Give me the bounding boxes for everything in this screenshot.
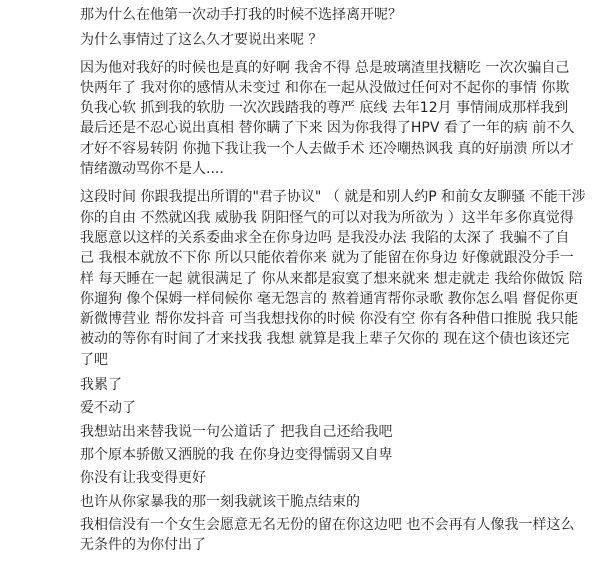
text-line: 爱不动了 bbox=[80, 400, 136, 417]
short-line-4 bbox=[80, 445, 595, 465]
text-line: 了吧 bbox=[80, 351, 108, 368]
text-line: 你遛狗 像个保姆一样伺候你 毫无怨言的 熬着通宵帮你录歌 教你怎么唱 督促你更 bbox=[80, 290, 579, 307]
text-line: 负我心软 抓到我的软肋 一次次践踏我的尊严 底线 去年12月 事情闹成那样我到 bbox=[80, 100, 569, 117]
text-line: 因为他对我好的时候也是真的好啊 我舍不得 总是玻璃渣里找糖吃 一次次骗自己 bbox=[80, 59, 570, 76]
text-line: 快两年了 我对你的感情从未变过 和你在一起从没做过任何对不起你的事情 你欺 bbox=[80, 79, 570, 96]
text-line: 无条件的为你付出了 bbox=[80, 537, 206, 554]
short-line-3 bbox=[80, 422, 595, 442]
text-line: 为什么事情过了这么久才要说出来呢 ？ bbox=[80, 32, 323, 49]
post-text bbox=[80, 5, 595, 556]
text-line: 我愿意以这样的关系委曲求全在你身边吗 是我没办法 我陷的太深了 我骗不了自 bbox=[80, 229, 570, 246]
text-line: 也许从你家暴我的那一刻我就该干脆点结束的 bbox=[80, 493, 360, 510]
text-line: 那为什么在他第一次动手打我的时候不选择离开呢？ bbox=[80, 7, 402, 23]
text-line: 你的自由 不然就凶我 威胁我 阴阳怪气的可以对我为所欲为 ）这半年多你真觉得 bbox=[80, 209, 574, 226]
short-line-6 bbox=[80, 492, 595, 512]
paragraph-3 bbox=[80, 515, 595, 556]
text-line: 你没有让我变得更好 bbox=[80, 470, 206, 487]
text-line: 己 我根本就放不下你 所以只能依着你来 就为了能留在你身边 好像就跟没分手一 bbox=[80, 250, 574, 267]
text-line: 样 每天睡在一起 就很满足了 你从来都是寂寞了想来就来 想走就走 我给你做饭 陪 bbox=[80, 270, 583, 287]
text-line: 这段时间 你跟我提出所谓的"君子协议" （ 就是和别人约P 和前女友聊骚 不能干涉 bbox=[80, 189, 586, 206]
paragraph-1 bbox=[80, 58, 595, 180]
paragraph-2 bbox=[80, 187, 595, 370]
short-line-2 bbox=[80, 398, 595, 418]
text-line: 被动的等你有时间了才来找我 我想 就算是我上辈子欠你的 现在这个债也该还完 bbox=[80, 331, 570, 348]
short-line-1 bbox=[80, 375, 595, 395]
text-line: 我想站出来替我说一句公道话了 把我自己还给我吧 bbox=[80, 423, 393, 440]
text-line: 新微博营业 帮你发抖音 可当我想找你的时候 你没有空 你有各种借口推脱 我只能 bbox=[80, 311, 579, 328]
text-line: 最后还是不忍心说出真相 替你瞒了下来 因为你我得了HPV 看了一年的病 前不久 bbox=[80, 120, 575, 137]
text-line: 才好不容易转阴 你抛下我让我一个人去做手术 还冷嘲热讽我 真的好崩溃 所以才 bbox=[80, 140, 574, 157]
text-line: 情绪激动骂你不是人.... bbox=[80, 161, 224, 178]
text-line: 我相信没有一个女生会愿意无名无份的留在你这边吧 也不会再有人像我一样这么 bbox=[80, 516, 575, 533]
short-line-5 bbox=[80, 468, 595, 488]
question-1 bbox=[80, 5, 595, 25]
text-line: 我累了 bbox=[80, 377, 122, 394]
text-line: 那个原本骄傲又洒脱的我 在你身边变得懦弱又自卑 bbox=[80, 446, 393, 463]
question-2 bbox=[80, 30, 595, 50]
